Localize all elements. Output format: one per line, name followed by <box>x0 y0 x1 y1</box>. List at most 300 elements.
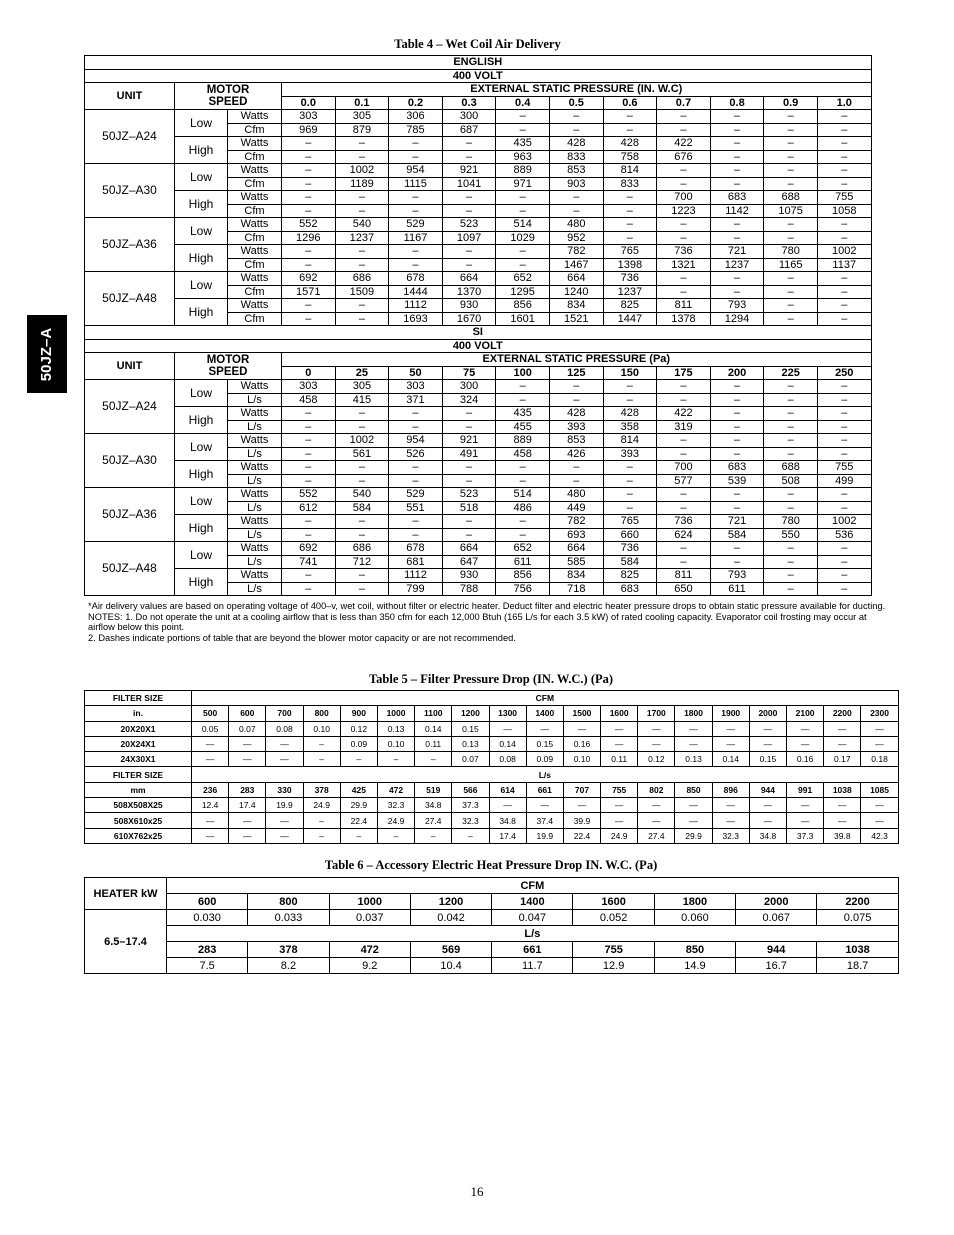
pressure-header: 0.7 <box>657 96 711 110</box>
cell-value: – <box>335 515 389 529</box>
cell-value: 10.4 <box>410 958 491 974</box>
cell-value: 785 <box>389 123 443 137</box>
cell-value: – <box>817 150 871 164</box>
table-row <box>85 515 872 529</box>
cell-value: 1002 <box>335 164 389 178</box>
cell-value: — <box>601 798 638 813</box>
cell-value: — <box>192 828 229 843</box>
cell-value: 856 <box>496 299 550 313</box>
cell-value: — <box>749 813 786 828</box>
cell-value: 1370 <box>442 285 496 299</box>
cell-value: – <box>710 231 764 245</box>
cfm-value: 1600 <box>573 894 654 910</box>
cell-value: 529 <box>389 488 443 502</box>
cell-value: – <box>496 258 550 272</box>
cell-value: – <box>817 393 871 407</box>
cell-value: 930 <box>442 569 496 583</box>
cell-value: 428 <box>603 407 657 421</box>
cell-value: 18.7 <box>817 958 898 974</box>
cell-value: 718 <box>549 582 603 596</box>
table-row <box>85 569 872 583</box>
cell-value: — <box>675 813 712 828</box>
flow-value: 236 <box>192 782 229 797</box>
cell-value: 693 <box>549 528 603 542</box>
cell-value: – <box>817 299 871 313</box>
ls-header-row <box>85 926 899 942</box>
cell-value: 458 <box>282 393 336 407</box>
cell-value: — <box>712 813 749 828</box>
cell-value: — <box>266 813 303 828</box>
cell-value: – <box>549 204 603 218</box>
cell-value: 736 <box>657 515 711 529</box>
heater-kw-header: HEATER kW <box>85 878 167 910</box>
cell-value: 954 <box>389 164 443 178</box>
system-row <box>85 326 872 340</box>
cell-value: – <box>764 231 818 245</box>
cell-value: 664 <box>442 272 496 286</box>
cell-value: – <box>657 488 711 502</box>
pressure-header: 0.0 <box>282 96 336 110</box>
cell-value: – <box>657 123 711 137</box>
cell-value: 782 <box>549 245 603 259</box>
flow-value: 1700 <box>638 706 675 721</box>
cell-value: – <box>764 434 818 448</box>
cell-value: 1295 <box>496 285 550 299</box>
flow-value: 700 <box>266 706 303 721</box>
cell-value: – <box>442 461 496 475</box>
cell-value: – <box>335 299 389 313</box>
cell-value: – <box>764 407 818 421</box>
cell-value: – <box>603 380 657 394</box>
cell-value: – <box>603 110 657 124</box>
cfm-value: 600 <box>167 894 248 910</box>
metric-label: Watts <box>228 569 282 583</box>
filter-size: 20X20X1 <box>85 721 192 736</box>
cell-value: 0.030 <box>167 910 248 926</box>
cell-value: — <box>787 798 824 813</box>
table-row <box>85 218 872 232</box>
cell-value: 14.9 <box>654 958 735 974</box>
pressure-header: 225 <box>764 366 818 380</box>
cell-value: 782 <box>549 515 603 529</box>
cell-value: — <box>712 721 749 736</box>
pressure-header: 125 <box>549 366 603 380</box>
flow-value: 2300 <box>861 706 898 721</box>
flow-value: 991 <box>787 782 824 797</box>
metric-label: L/s <box>228 420 282 434</box>
cell-value: – <box>817 434 871 448</box>
cell-value: 0.12 <box>638 752 675 767</box>
cell-value: – <box>389 407 443 421</box>
cell-value: 0.13 <box>675 752 712 767</box>
cell-value: – <box>442 474 496 488</box>
cell-value: 853 <box>549 164 603 178</box>
cell-value: – <box>710 110 764 124</box>
flow-value: 2000 <box>749 706 786 721</box>
cell-value: – <box>303 813 340 828</box>
cell-value: – <box>657 110 711 124</box>
cell-value: 721 <box>710 515 764 529</box>
cell-value: 491 <box>442 447 496 461</box>
flow-value: 1085 <box>861 782 898 797</box>
cell-value: 303 <box>282 380 336 394</box>
cell-value: – <box>764 501 818 515</box>
table-row <box>85 407 872 421</box>
cell-value: – <box>549 380 603 394</box>
cell-value: – <box>282 204 336 218</box>
flow-value: 283 <box>229 782 266 797</box>
unit-name: 50JZ–A48 <box>85 542 175 596</box>
cell-value: 584 <box>603 555 657 569</box>
cell-value: 930 <box>442 299 496 313</box>
flow-value: 850 <box>675 782 712 797</box>
metric-label: Watts <box>228 488 282 502</box>
metric-label: Watts <box>228 434 282 448</box>
metric-label: L/s <box>228 474 282 488</box>
cell-value: 435 <box>496 407 550 421</box>
cfm-value: 1200 <box>410 894 491 910</box>
cell-value: 0.08 <box>266 721 303 736</box>
cell-value: – <box>657 393 711 407</box>
motor-speed-header <box>175 83 282 110</box>
cell-value: — <box>638 798 675 813</box>
cell-value: — <box>824 798 861 813</box>
table-row <box>85 245 872 259</box>
table-row <box>85 828 899 843</box>
cell-value: — <box>787 813 824 828</box>
cell-value: – <box>282 528 336 542</box>
cell-value: 1571 <box>282 285 336 299</box>
metric-label: Watts <box>228 542 282 556</box>
cfm-row <box>85 894 899 910</box>
cell-value: 681 <box>389 555 443 569</box>
cell-value: 1112 <box>389 569 443 583</box>
cell-value: – <box>603 123 657 137</box>
cell-value: 780 <box>764 245 818 259</box>
cell-value: – <box>603 393 657 407</box>
speed-name: High <box>175 137 228 164</box>
cell-value: 0.11 <box>601 752 638 767</box>
cell-value: – <box>657 218 711 232</box>
metric-label: L/s <box>228 582 282 596</box>
cell-value: 24.9 <box>377 813 414 828</box>
pressure-header: 0.2 <box>389 96 443 110</box>
cell-value: 1029 <box>496 231 550 245</box>
cell-value: – <box>710 488 764 502</box>
cell-value: 1447 <box>603 312 657 326</box>
cell-value: – <box>764 218 818 232</box>
cell-value: 1189 <box>335 177 389 191</box>
cell-value: – <box>764 582 818 596</box>
cell-value: – <box>389 528 443 542</box>
cell-value: — <box>601 721 638 736</box>
cell-value: 0.10 <box>303 721 340 736</box>
cell-value: 39.9 <box>563 813 600 828</box>
electric-heat-pressure-drop-table <box>84 877 899 974</box>
cell-value: – <box>603 191 657 205</box>
cell-value: 741 <box>282 555 336 569</box>
cell-value: 428 <box>549 407 603 421</box>
voltage-label: 400 VOLT <box>85 339 872 353</box>
cell-value: – <box>335 258 389 272</box>
cell-value: 825 <box>603 299 657 313</box>
flow-value: 1600 <box>601 706 638 721</box>
cell-value: – <box>817 218 871 232</box>
cell-value: – <box>764 123 818 137</box>
cell-value: 0.12 <box>340 721 377 736</box>
cell-value: 584 <box>710 528 764 542</box>
cell-value: 736 <box>603 542 657 556</box>
cell-value: 0.16 <box>563 736 600 751</box>
cell-value: 833 <box>549 150 603 164</box>
cell-value: 480 <box>549 488 603 502</box>
cell-value: – <box>282 434 336 448</box>
cell-value: 1165 <box>764 258 818 272</box>
cell-value: – <box>710 380 764 394</box>
ls-value: 944 <box>736 942 817 958</box>
cell-value: 0.042 <box>410 910 491 926</box>
cell-value: 371 <box>389 393 443 407</box>
speed-label: SPEED <box>208 366 248 378</box>
cell-value: 969 <box>282 123 336 137</box>
cell-value: 455 <box>496 420 550 434</box>
cell-value: 305 <box>335 110 389 124</box>
cell-value: – <box>335 137 389 151</box>
cell-value: 17.4 <box>229 798 266 813</box>
cell-value: 540 <box>335 488 389 502</box>
cell-value: 780 <box>764 515 818 529</box>
cell-value: – <box>817 569 871 583</box>
cell-value: 523 <box>442 218 496 232</box>
unit-name: 50JZ–A36 <box>85 488 175 542</box>
cell-value: 814 <box>603 434 657 448</box>
cell-value: 486 <box>496 501 550 515</box>
cell-value: 37.3 <box>787 828 824 843</box>
speed-name: Low <box>175 272 228 299</box>
cell-value: 16.7 <box>736 958 817 974</box>
cell-value: – <box>442 515 496 529</box>
table-row <box>85 736 899 751</box>
pressure-header: 25 <box>335 366 389 380</box>
cell-value: – <box>389 245 443 259</box>
cell-value: 811 <box>657 569 711 583</box>
cell-value: — <box>638 813 675 828</box>
cell-value: – <box>657 231 711 245</box>
cell-value: – <box>415 752 452 767</box>
cell-value: 508 <box>764 474 818 488</box>
cell-value: – <box>442 407 496 421</box>
cell-value: – <box>442 150 496 164</box>
cell-value: – <box>282 407 336 421</box>
cell-value: 721 <box>710 245 764 259</box>
filter-size: 508X610x25 <box>85 813 192 828</box>
section-tab: 50JZ–A <box>27 315 67 393</box>
motor-speed-header <box>175 353 282 380</box>
header-row <box>85 878 899 894</box>
cell-value: 765 <box>603 245 657 259</box>
voltage-row <box>85 69 872 83</box>
cell-value: 303 <box>282 110 336 124</box>
cell-value: – <box>817 272 871 286</box>
flow-value: 661 <box>526 782 563 797</box>
cell-value: 1097 <box>442 231 496 245</box>
cell-value: — <box>824 813 861 828</box>
cell-value: 1601 <box>496 312 550 326</box>
metric-label: Watts <box>228 137 282 151</box>
speed-name: Low <box>175 164 228 191</box>
cell-value: 683 <box>710 461 764 475</box>
cell-value: — <box>675 721 712 736</box>
cell-value: — <box>861 798 898 813</box>
cell-value: – <box>389 191 443 205</box>
cell-value: 793 <box>710 299 764 313</box>
cell-value: – <box>764 150 818 164</box>
cell-value: – <box>442 245 496 259</box>
cell-value: – <box>442 191 496 205</box>
cell-value: 647 <box>442 555 496 569</box>
cell-value: 422 <box>657 407 711 421</box>
cell-value: – <box>657 164 711 178</box>
metric-label: Watts <box>228 299 282 313</box>
unit-header: UNIT <box>85 353 175 380</box>
cell-value: 1398 <box>603 258 657 272</box>
header-row <box>85 353 872 367</box>
cell-value: – <box>657 177 711 191</box>
cell-value: – <box>282 299 336 313</box>
cell-value: – <box>335 204 389 218</box>
cell-value: 24.9 <box>303 798 340 813</box>
cell-value: 1467 <box>549 258 603 272</box>
speed-name: High <box>175 191 228 218</box>
speed-name: Low <box>175 218 228 245</box>
pressure-header: 100 <box>496 366 550 380</box>
table4-title: Table 4 – Wet Coil Air Delivery <box>394 37 561 51</box>
cell-value: 561 <box>335 447 389 461</box>
pressure-header: 50 <box>389 366 443 380</box>
cell-value: 0.14 <box>489 736 526 751</box>
flow-value: 896 <box>712 782 749 797</box>
cell-value: 1167 <box>389 231 443 245</box>
cell-value: – <box>603 501 657 515</box>
cell-value: — <box>861 813 898 828</box>
note-1: NOTES: 1. Do not operate the unit at a cooling airflow that is less than 350 cfm for each 12,000 Btuh (165 L/s for each 3.5 kW) of rated cooling capacity. Evaporator coil frosting may occur at airflow below this point. <box>88 611 867 633</box>
speed-name: Low <box>175 380 228 407</box>
metric-label: L/s <box>228 555 282 569</box>
cell-value: – <box>282 177 336 191</box>
cell-value: 552 <box>282 218 336 232</box>
cell-value: – <box>657 285 711 299</box>
speed-name: Low <box>175 434 228 461</box>
cell-value: 551 <box>389 501 443 515</box>
cell-value: 358 <box>603 420 657 434</box>
cell-value: – <box>452 828 489 843</box>
cell-value: – <box>710 407 764 421</box>
filter-size-header: FILTER SIZE <box>85 691 192 706</box>
cfm-header: CFM <box>167 878 899 894</box>
cell-value: – <box>764 380 818 394</box>
cell-value: 971 <box>496 177 550 191</box>
cell-value: 664 <box>549 272 603 286</box>
cell-value: 1223 <box>657 204 711 218</box>
cell-value: – <box>389 258 443 272</box>
cell-value: 514 <box>496 218 550 232</box>
flow-value: 566 <box>452 782 489 797</box>
cell-value: – <box>282 447 336 461</box>
cell-value: – <box>817 555 871 569</box>
cell-value: 611 <box>710 582 764 596</box>
cell-value: – <box>603 488 657 502</box>
speed-name: High <box>175 299 228 326</box>
cell-value: — <box>712 736 749 751</box>
cell-value: — <box>787 721 824 736</box>
cell-value: – <box>657 501 711 515</box>
table-row <box>85 542 872 556</box>
cell-value: — <box>266 736 303 751</box>
cell-value: 1112 <box>389 299 443 313</box>
cfm-value: 1800 <box>654 894 735 910</box>
cell-value: 0.09 <box>340 736 377 751</box>
cell-value: – <box>764 137 818 151</box>
flow-value: 2200 <box>824 706 861 721</box>
cell-value: 0.09 <box>526 752 563 767</box>
unit-name: 50JZ–A30 <box>85 164 175 218</box>
flow-value: 1000 <box>377 706 414 721</box>
cell-value: – <box>764 542 818 556</box>
table-row <box>85 721 899 736</box>
cell-value: – <box>817 137 871 151</box>
cell-value: – <box>496 191 550 205</box>
cell-value: 550 <box>764 528 818 542</box>
cfm-value: 2200 <box>817 894 898 910</box>
cell-value: – <box>282 461 336 475</box>
cell-value: – <box>817 177 871 191</box>
cell-value: – <box>817 380 871 394</box>
cell-value: — <box>526 721 563 736</box>
header-row <box>85 83 872 97</box>
cell-value: 9.2 <box>329 958 410 974</box>
cell-value: — <box>749 798 786 813</box>
cell-value: – <box>442 258 496 272</box>
flow-value: 1500 <box>563 706 600 721</box>
pressure-header: 0.1 <box>335 96 389 110</box>
cell-value: – <box>442 420 496 434</box>
cell-value: – <box>496 474 550 488</box>
cell-value: 27.4 <box>415 813 452 828</box>
cell-value: – <box>389 204 443 218</box>
cell-value: 32.3 <box>452 813 489 828</box>
speed-name: High <box>175 461 228 488</box>
cell-value: 954 <box>389 434 443 448</box>
flow-value: 600 <box>229 706 266 721</box>
flow-value: 1100 <box>415 706 452 721</box>
pressure-header: 75 <box>442 366 496 380</box>
cell-value: – <box>442 137 496 151</box>
cell-value: 692 <box>282 272 336 286</box>
cell-value: 526 <box>389 447 443 461</box>
cell-value: 856 <box>496 569 550 583</box>
cell-value: – <box>657 447 711 461</box>
cell-value: 678 <box>389 542 443 556</box>
cell-value: 736 <box>603 272 657 286</box>
cell-value: 664 <box>549 542 603 556</box>
cell-value: – <box>377 828 414 843</box>
cell-value: 319 <box>657 420 711 434</box>
pressure-header: 200 <box>710 366 764 380</box>
unit-name: 50JZ–A48 <box>85 272 175 326</box>
pressure-header: 150 <box>603 366 657 380</box>
table5-title: Table 5 – Filter Pressure Drop (IN. W.C.) (Pa) <box>368 672 614 686</box>
cell-value: 0.15 <box>749 752 786 767</box>
